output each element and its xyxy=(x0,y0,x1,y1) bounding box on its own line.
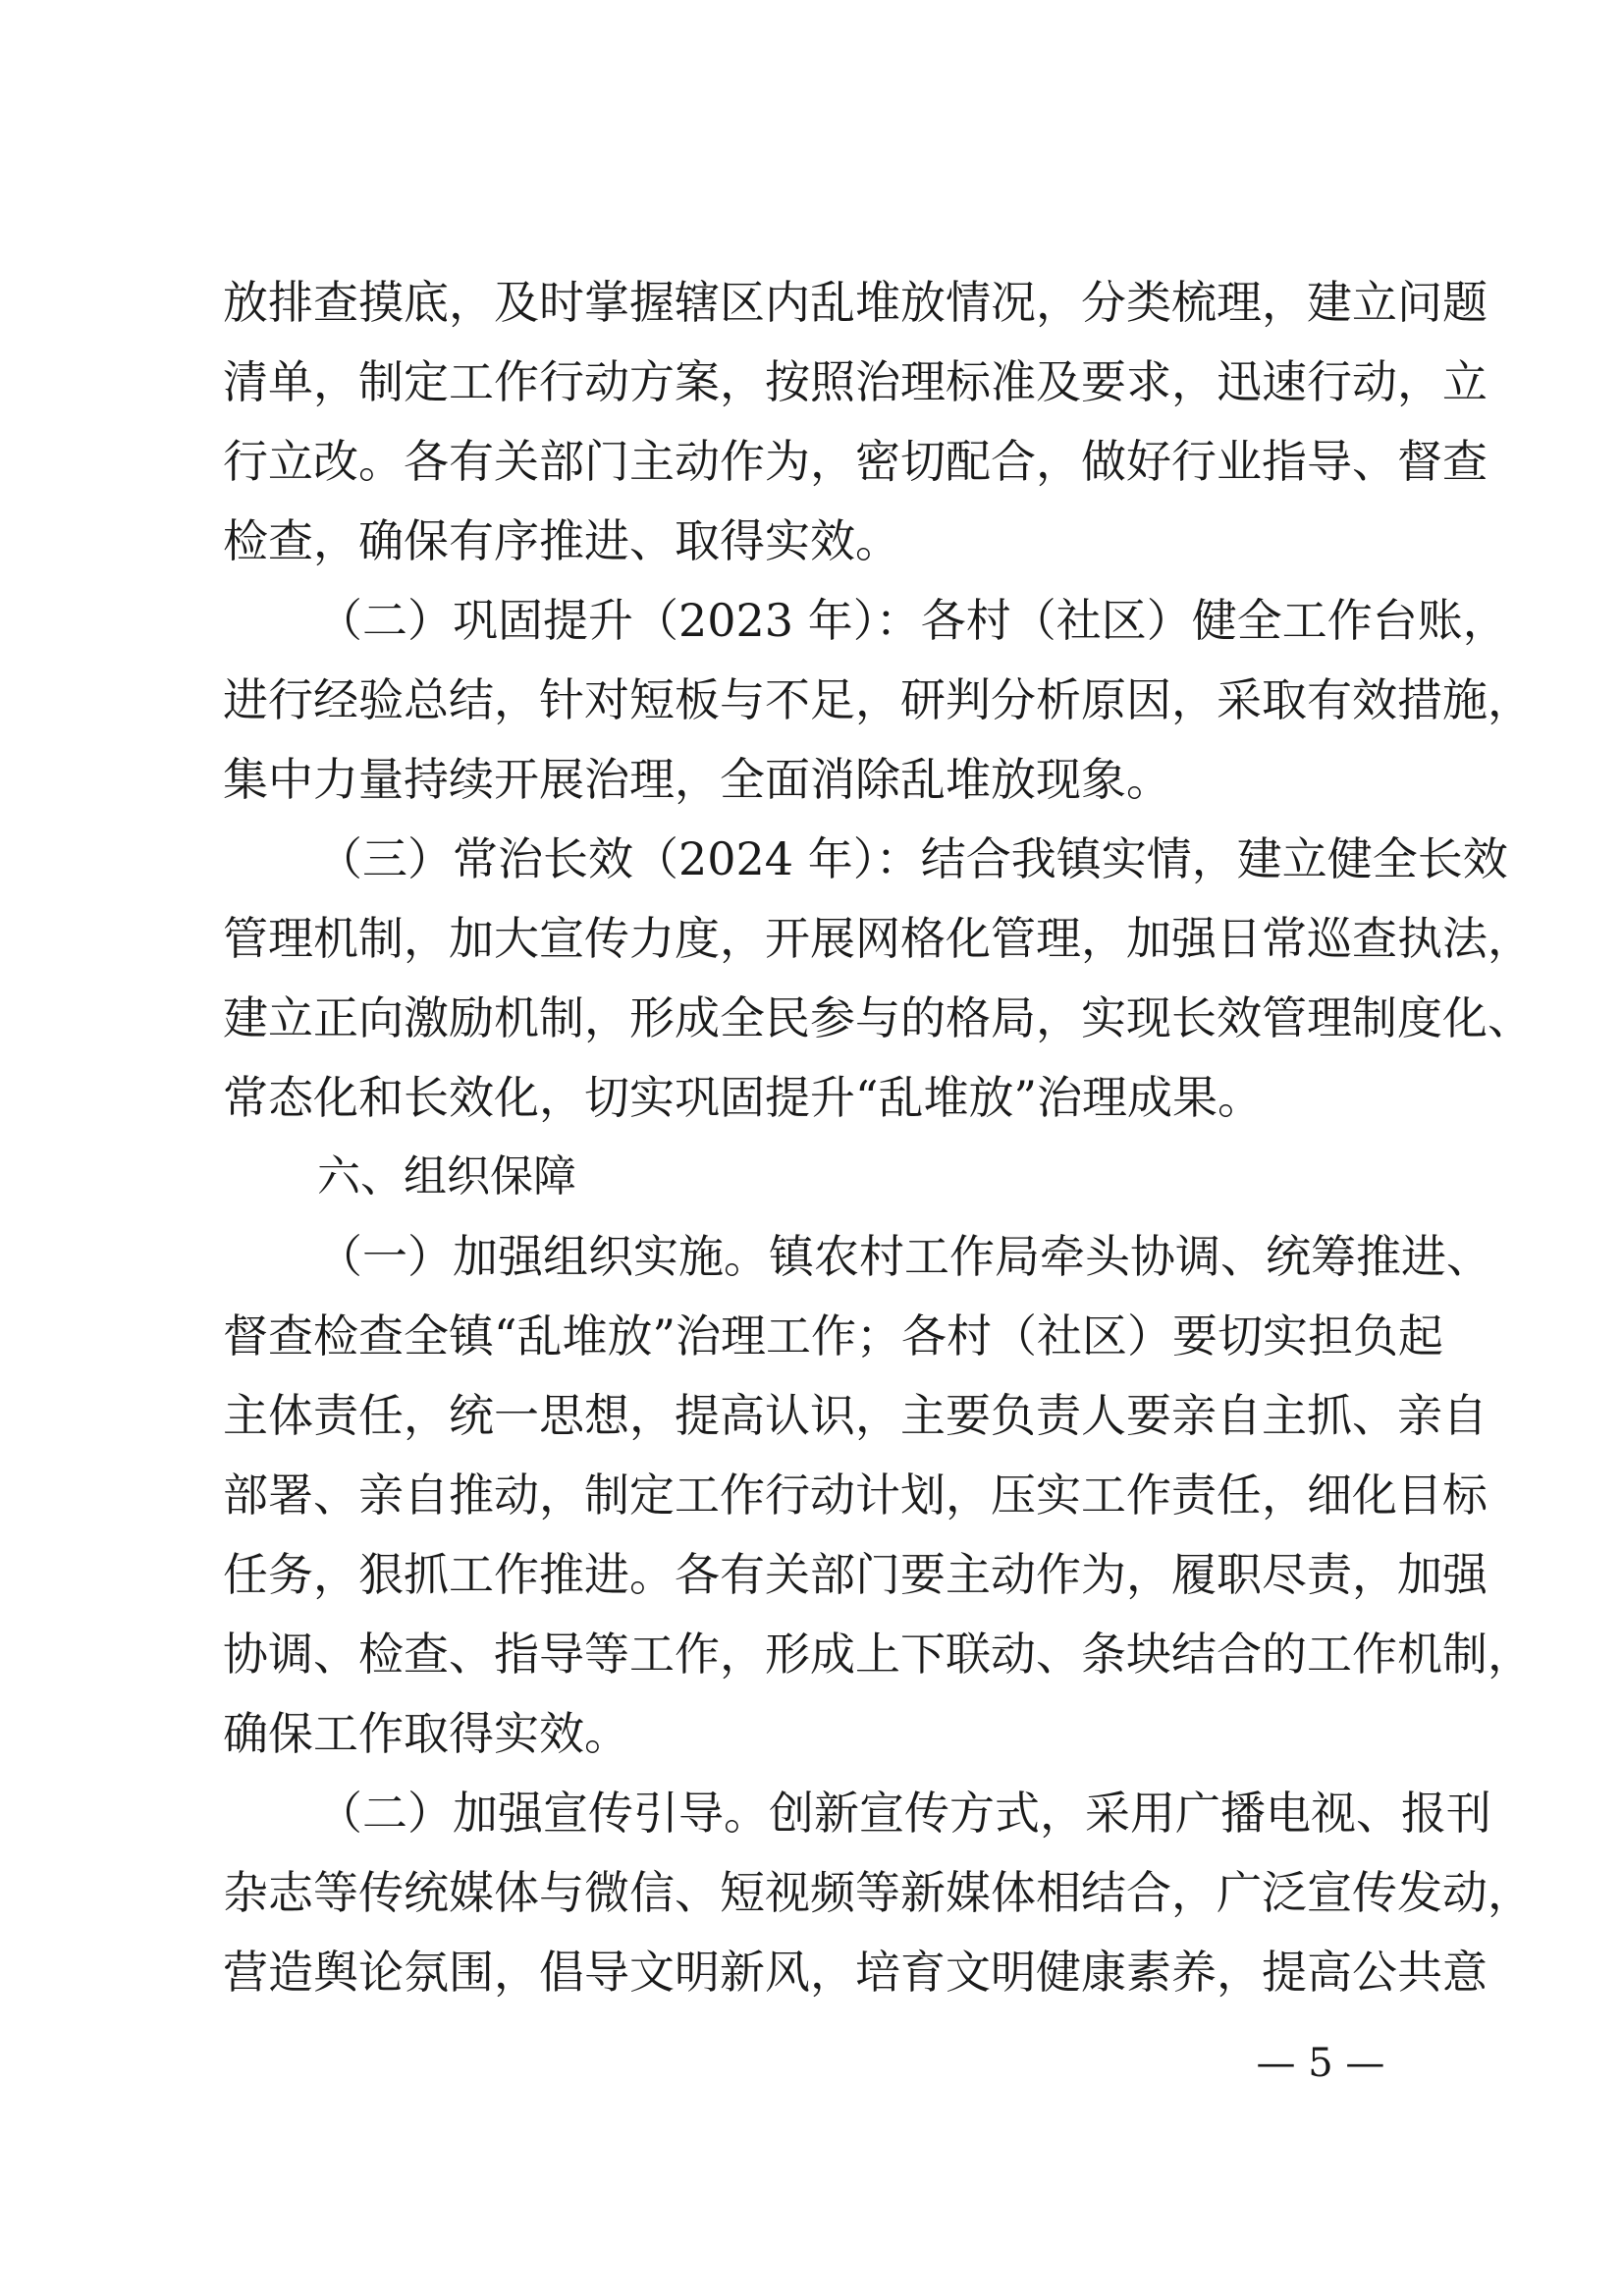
body-text-line: 检查，确保有序推进、取得实效。 xyxy=(223,514,900,567)
body-text-line: 清单，制定工作行动方案，按照治理标准及要求，迅速行动，立 xyxy=(223,355,1488,408)
body-text-line: 进行经验总结，针对短板与不足，研判分析原因，采取有效措施， xyxy=(223,673,1533,726)
page-number: — 5 — xyxy=(1256,2041,1385,2086)
body-text-line: 杂志等传统媒体与微信、短视频等新媒体相结合，广泛宣传发动， xyxy=(223,1866,1533,1919)
body-text-line: （二）加强宣传引导。创新宣传方式，采用广播电视、报刊 xyxy=(317,1787,1491,1840)
body-text-line: 营造舆论氛围，倡导文明新风，培育文明健康素养，提高公共意 xyxy=(223,1946,1488,1999)
body-text-line: 行立改。各有关部门主动作为，密切配合，做好行业指导、督查 xyxy=(223,435,1488,488)
body-text-line: 确保工作取得实效。 xyxy=(223,1707,629,1760)
body-text-line: 常态化和长效化，切实巩固提升“乱堆放”治理成果。 xyxy=(223,1071,1264,1124)
body-text-line: （一）加强组织实施。镇农村工作局牵头协调、统筹推进、 xyxy=(317,1230,1491,1283)
body-text-line: （二）巩固提升（2023 年）：各村（社区）健全工作台账， xyxy=(317,594,1508,647)
body-text-line: 协调、检查、指导等工作，形成上下联动、条块结合的工作机制， xyxy=(223,1628,1533,1681)
body-text-line: 集中力量持续开展治理，全面消除乱堆放现象。 xyxy=(223,753,1171,806)
body-text-line: 任务，狠抓工作推进。各有关部门要主动作为，履职尽责，加强 xyxy=(223,1548,1488,1601)
body-text-line: 主体责任，统一思想，提高认识，主要负责人要亲自主抓、亲自 xyxy=(223,1389,1488,1442)
section-heading: 六、组织保障 xyxy=(317,1151,576,1201)
body-text-line: 部署、亲自推动，制定工作行动计划，压实工作责任，细化目标 xyxy=(223,1468,1488,1522)
body-text-line: 督查检查全镇“乱堆放”治理工作；各村（社区）要切实担负起 xyxy=(223,1309,1444,1362)
body-text-line: （三）常治长效（2024 年）：结合我镇实情，建立健全长效 xyxy=(317,832,1508,885)
body-text-line: 建立正向激励机制，形成全民参与的格局，实现长效管理制度化、 xyxy=(223,991,1533,1044)
body-text-line: 管理机制，加大宣传力度，开展网格化管理，加强日常巡查执法， xyxy=(223,912,1533,965)
body-text-line: 放排查摸底，及时掌握辖区内乱堆放情况，分类梳理，建立问题 xyxy=(223,276,1488,329)
